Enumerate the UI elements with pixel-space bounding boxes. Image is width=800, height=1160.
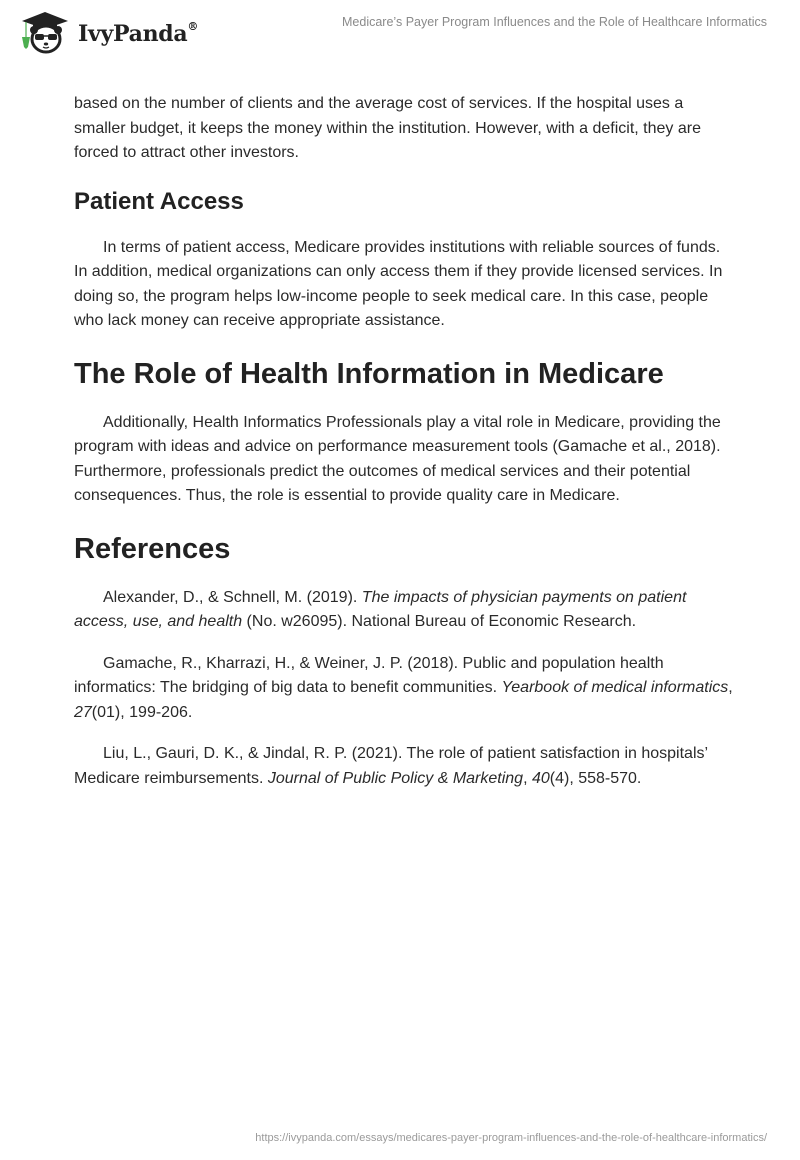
reference-item: Alexander, D., & Schnell, M. (2019). The impacts of physician payments on patient access, use, and health (No. w26095). National Bureau of Economic Research. [74, 588, 687, 630]
reference-item: Gamache, R., Kharrazi, H., & Weiner, J. P. (2018). Public and population health informatics: The bridging of big data to benefit communities. Yearbook of medical informatics, 27(01), 199-206. [74, 654, 733, 721]
intro-paragraph: based on the number of clients and the average cost of services. If the hospital uses a smaller budget, it keeps the money within the institution. However, with a deficit, they are forced to attract other investors. [74, 95, 701, 161]
panda-graduate-icon [18, 9, 70, 55]
document-title: Medicare’s Payer Program Influences and the Role of Healthcare Informatics [342, 15, 767, 29]
ivypanda-logo[interactable] [18, 9, 198, 55]
patient-access-paragraph: In terms of patient access, Medicare provides institutions with reliable sources of funds. In addition, medical organizations can only access them if they provide licensed services. In doing so, the program helps low-income people to seek medical care. In this case, people who lack money can receive appropriate assistance. [74, 238, 723, 329]
source-url-link[interactable]: https://ivypanda.com/essays/medicares-payer-program-influences-and-the-role-of-healthcare-informatics/ [255, 1132, 767, 1144]
section-heading-patient-access: Patient Access [74, 187, 244, 215]
essay-content [74, 92, 734, 791]
section-heading-health-information: The Role of Health Information in Medicare [74, 357, 664, 390]
reference-item: Liu, L., Gauri, D. K., & Jindal, R. P. (2021). The role of patient satisfaction in hospitals’ Medicare reimbursements. Journal of Public Policy & Marketing, 40(4), 558-570. [74, 745, 708, 787]
page-header [0, 0, 800, 60]
health-information-paragraph: Additionally, Health Informatics Professionals play a vital role in Medicare, providing the program with ideas and advice on performance measurement tools (Gamache et al., 2018). Furthermore, professionals predict the outcomes of medical services and their potential consequences. Thus, the role is essential to provide quality care in Medicare. [74, 413, 721, 504]
logo-wordmark: IvyPanda® [78, 19, 199, 47]
references-heading: References [74, 532, 231, 565]
